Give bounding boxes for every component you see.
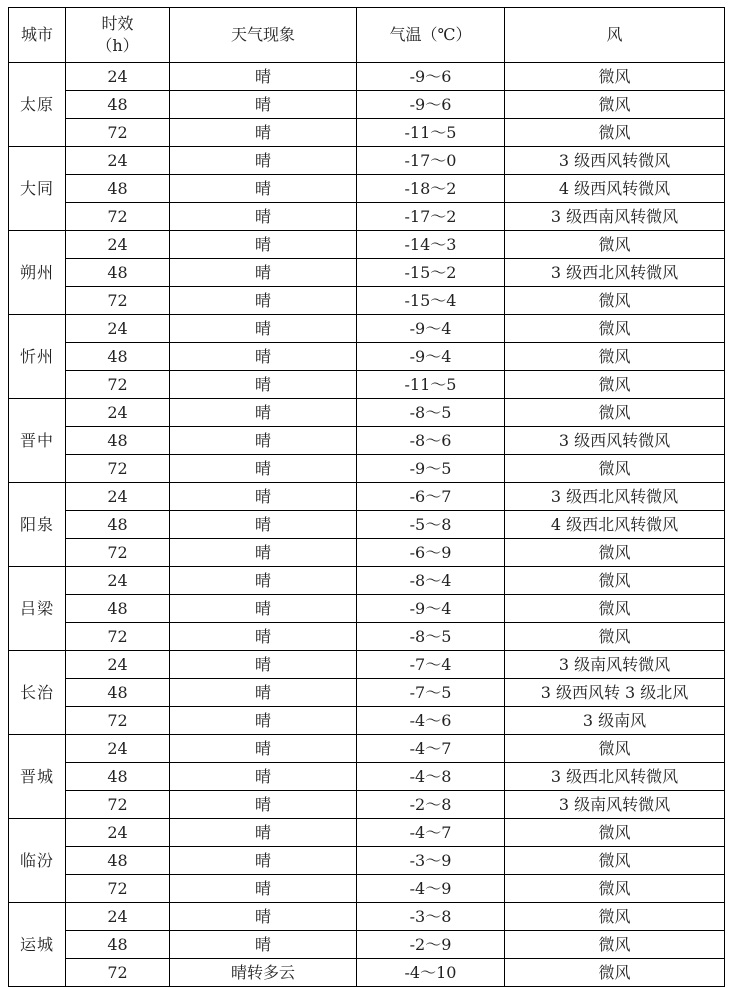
temperature-cell: -11～5 (357, 119, 505, 147)
temperature-cell: -6～7 (357, 483, 505, 511)
weather-cell: 晴 (170, 175, 357, 203)
weather-cell: 晴 (170, 119, 357, 147)
temperature-cell: -4～7 (357, 735, 505, 763)
weather-cell: 晴 (170, 91, 357, 119)
hours-cell: 48 (66, 259, 170, 287)
weather-cell: 晴 (170, 399, 357, 427)
hours-cell: 48 (66, 931, 170, 959)
city-name-cell: 晋城 (9, 735, 66, 819)
temperature-cell: -17～0 (357, 147, 505, 175)
table-body (9, 63, 725, 987)
hours-cell: 72 (66, 119, 170, 147)
wind-cell: 微风 (505, 847, 725, 875)
weather-cell: 晴 (170, 847, 357, 875)
temperature-cell: -9～4 (357, 343, 505, 371)
table-row (9, 623, 725, 651)
weather-cell: 晴 (170, 203, 357, 231)
hours-cell: 72 (66, 875, 170, 903)
table-row (9, 483, 725, 511)
hours-cell: 72 (66, 539, 170, 567)
temperature-cell: -9～4 (357, 595, 505, 623)
weather-cell: 晴 (170, 259, 357, 287)
hours-cell: 24 (66, 903, 170, 931)
wind-cell: 3 级西风转微风 (505, 147, 725, 175)
table-row (9, 819, 725, 847)
wind-cell: 微风 (505, 931, 725, 959)
wind-cell: 微风 (505, 959, 725, 987)
wind-cell: 微风 (505, 371, 725, 399)
temperature-cell: -7～4 (357, 651, 505, 679)
weather-cell: 晴 (170, 343, 357, 371)
wind-cell: 3 级西北风转微风 (505, 483, 725, 511)
table-row (9, 371, 725, 399)
table-row (9, 847, 725, 875)
hours-cell: 48 (66, 427, 170, 455)
hours-cell: 72 (66, 707, 170, 735)
hours-cell: 24 (66, 315, 170, 343)
forecast-table-wrapper (8, 7, 725, 987)
temperature-cell: -6～9 (357, 539, 505, 567)
temperature-cell: -4～6 (357, 707, 505, 735)
temperature-cell: -9～6 (357, 63, 505, 91)
weather-cell: 晴 (170, 427, 357, 455)
city-name-cell: 临汾 (9, 819, 66, 903)
table-row (9, 595, 725, 623)
wind-cell: 微风 (505, 91, 725, 119)
temperature-cell: -4～8 (357, 763, 505, 791)
wind-cell: 微风 (505, 455, 725, 483)
table-row (9, 203, 725, 231)
table-row (9, 735, 725, 763)
header-weather: 天气现象 (170, 8, 357, 63)
header-row (9, 8, 725, 63)
wind-cell: 微风 (505, 119, 725, 147)
wind-cell: 微风 (505, 819, 725, 847)
hours-cell: 72 (66, 287, 170, 315)
table-row (9, 259, 725, 287)
header-hours-line2: （h） (96, 36, 139, 55)
header-wind: 风 (505, 8, 725, 63)
hours-cell: 48 (66, 91, 170, 119)
weather-cell: 晴 (170, 539, 357, 567)
table-row (9, 875, 725, 903)
temperature-cell: -8～5 (357, 399, 505, 427)
city-name-cell: 阳泉 (9, 483, 66, 567)
wind-cell: 微风 (505, 735, 725, 763)
wind-cell: 微风 (505, 875, 725, 903)
temperature-cell: -9～5 (357, 455, 505, 483)
hours-cell: 24 (66, 819, 170, 847)
table-row (9, 567, 725, 595)
hours-cell: 72 (66, 959, 170, 987)
city-name-cell: 吕梁 (9, 567, 66, 651)
weather-cell: 晴 (170, 287, 357, 315)
header-hours-line1: 时效 (101, 14, 134, 33)
wind-cell: 3 级西南风转微风 (505, 203, 725, 231)
table-row (9, 707, 725, 735)
table-row (9, 651, 725, 679)
weather-cell: 晴 (170, 511, 357, 539)
hours-cell: 72 (66, 623, 170, 651)
hours-cell: 24 (66, 735, 170, 763)
weather-cell: 晴 (170, 763, 357, 791)
wind-cell: 微风 (505, 623, 725, 651)
table-row (9, 175, 725, 203)
city-name-cell: 运城 (9, 903, 66, 987)
wind-cell: 微风 (505, 539, 725, 567)
temperature-cell: -9～6 (357, 91, 505, 119)
hours-cell: 24 (66, 483, 170, 511)
table-row (9, 679, 725, 707)
city-name-cell: 大同 (9, 147, 66, 231)
hours-cell: 48 (66, 847, 170, 875)
wind-cell: 微风 (505, 399, 725, 427)
table-row (9, 343, 725, 371)
table-row (9, 427, 725, 455)
city-name-cell: 太原 (9, 63, 66, 147)
city-name-cell: 忻州 (9, 315, 66, 399)
temperature-cell: -17～2 (357, 203, 505, 231)
city-name-cell: 朔州 (9, 231, 66, 315)
hours-cell: 72 (66, 455, 170, 483)
weather-cell: 晴 (170, 595, 357, 623)
hours-cell: 48 (66, 343, 170, 371)
wind-cell: 微风 (505, 903, 725, 931)
wind-cell: 微风 (505, 315, 725, 343)
table-header (9, 8, 725, 63)
table-row (9, 231, 725, 259)
table-row (9, 791, 725, 819)
table-row (9, 539, 725, 567)
hours-cell: 24 (66, 567, 170, 595)
weather-cell: 晴 (170, 315, 357, 343)
hours-cell: 48 (66, 679, 170, 707)
hours-cell: 24 (66, 399, 170, 427)
weather-cell: 晴 (170, 931, 357, 959)
weather-cell: 晴转多云 (170, 959, 357, 987)
wind-cell: 3 级西北风转微风 (505, 259, 725, 287)
table-row (9, 91, 725, 119)
temperature-cell: -8～4 (357, 567, 505, 595)
wind-cell: 4 级西北风转微风 (505, 511, 725, 539)
hours-cell: 72 (66, 203, 170, 231)
hours-cell: 24 (66, 231, 170, 259)
weather-cell: 晴 (170, 875, 357, 903)
wind-cell: 3 级南风转微风 (505, 791, 725, 819)
weather-cell: 晴 (170, 63, 357, 91)
city-name-cell: 晋中 (9, 399, 66, 483)
forecast-table (8, 7, 725, 987)
table-row (9, 119, 725, 147)
hours-cell: 48 (66, 595, 170, 623)
temperature-cell: -4～10 (357, 959, 505, 987)
weather-cell: 晴 (170, 455, 357, 483)
weather-cell: 晴 (170, 231, 357, 259)
hours-cell: 24 (66, 63, 170, 91)
temperature-cell: -8～6 (357, 427, 505, 455)
temperature-cell: -3～8 (357, 903, 505, 931)
temperature-cell: -15～4 (357, 287, 505, 315)
wind-cell: 微风 (505, 287, 725, 315)
table-row (9, 63, 725, 91)
wind-cell: 微风 (505, 595, 725, 623)
temperature-cell: -4～7 (357, 819, 505, 847)
weather-cell: 晴 (170, 483, 357, 511)
temperature-cell: -8～5 (357, 623, 505, 651)
wind-cell: 微风 (505, 567, 725, 595)
weather-cell: 晴 (170, 707, 357, 735)
city-name-cell: 长治 (9, 651, 66, 735)
weather-cell: 晴 (170, 735, 357, 763)
wind-cell: 3 级西风转微风 (505, 427, 725, 455)
temperature-cell: -7～5 (357, 679, 505, 707)
weather-cell: 晴 (170, 623, 357, 651)
weather-cell: 晴 (170, 679, 357, 707)
header-city: 城市 (9, 8, 66, 63)
hours-cell: 24 (66, 147, 170, 175)
table-row (9, 903, 725, 931)
table-row (9, 147, 725, 175)
hours-cell: 48 (66, 511, 170, 539)
weather-cell: 晴 (170, 147, 357, 175)
hours-cell: 24 (66, 651, 170, 679)
weather-cell: 晴 (170, 903, 357, 931)
wind-cell: 微风 (505, 231, 725, 259)
temperature-cell: -5～8 (357, 511, 505, 539)
wind-cell: 微风 (505, 63, 725, 91)
hours-cell: 72 (66, 791, 170, 819)
temperature-cell: -4～9 (357, 875, 505, 903)
temperature-cell: -18～2 (357, 175, 505, 203)
table-row (9, 763, 725, 791)
table-row (9, 511, 725, 539)
hours-cell: 48 (66, 175, 170, 203)
table-row (9, 315, 725, 343)
temperature-cell: -9～4 (357, 315, 505, 343)
table-row (9, 455, 725, 483)
table-row (9, 931, 725, 959)
weather-cell: 晴 (170, 819, 357, 847)
header-temperature: 气温（℃） (357, 8, 505, 63)
table-row (9, 287, 725, 315)
temperature-cell: -2～9 (357, 931, 505, 959)
weather-cell: 晴 (170, 567, 357, 595)
temperature-cell: -14～3 (357, 231, 505, 259)
temperature-cell: -11～5 (357, 371, 505, 399)
wind-cell: 3 级西风转 3 级北风 (505, 679, 725, 707)
temperature-cell: -15～2 (357, 259, 505, 287)
temperature-cell: -2～8 (357, 791, 505, 819)
header-hours (66, 8, 170, 63)
table-row (9, 399, 725, 427)
wind-cell: 3 级西北风转微风 (505, 763, 725, 791)
hours-cell: 72 (66, 371, 170, 399)
weather-cell: 晴 (170, 371, 357, 399)
hours-cell: 48 (66, 763, 170, 791)
table-row (9, 959, 725, 987)
wind-cell: 4 级西风转微风 (505, 175, 725, 203)
wind-cell: 3 级南风 (505, 707, 725, 735)
wind-cell: 3 级南风转微风 (505, 651, 725, 679)
wind-cell: 微风 (505, 343, 725, 371)
weather-cell: 晴 (170, 791, 357, 819)
temperature-cell: -3～9 (357, 847, 505, 875)
weather-cell: 晴 (170, 651, 357, 679)
